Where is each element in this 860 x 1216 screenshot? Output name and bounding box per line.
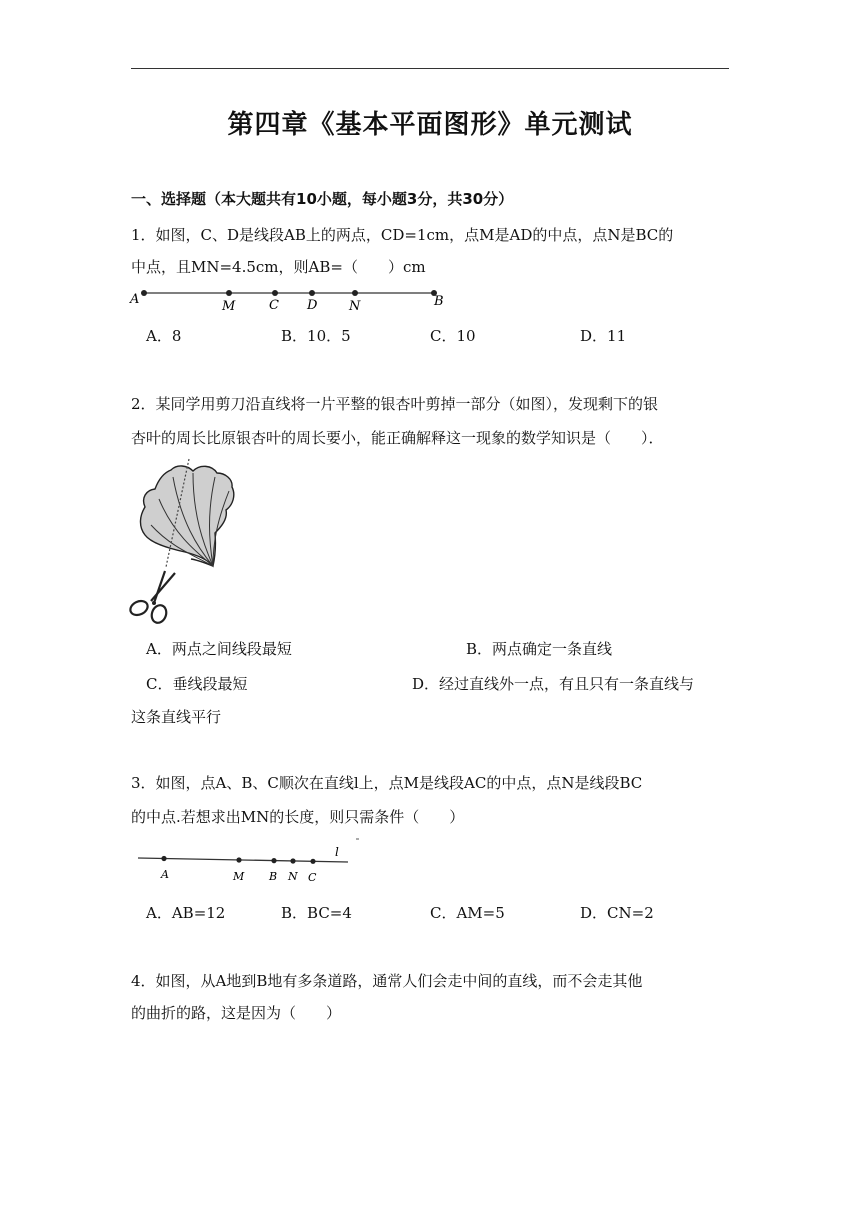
scissors-icon <box>128 571 175 625</box>
section-heading: 一、选择题（本大题共有10小题，每小题3分，共30分） <box>131 190 514 208</box>
q1-label-b: B <box>434 294 444 309</box>
q3-label-b: B <box>269 870 278 883</box>
q3-label-a: A <box>161 868 169 881</box>
q1-point-c <box>272 290 278 296</box>
q1-line-2: 中点，且MN=4.5cm，则AB=（ ）cm <box>131 258 426 276</box>
q3-line-2: 的中点.若想求出MN的长度，则只需条件（ ） <box>131 808 465 826</box>
q1-label-n: N <box>349 299 361 314</box>
q3-label-n: N <box>288 870 298 883</box>
page-title: 第四章《基本平面图形》单元测试 <box>227 110 633 140</box>
q1-point-d <box>309 290 315 296</box>
q1-point-n <box>352 290 358 296</box>
q3-point-a <box>161 856 166 861</box>
q3-label-l: l <box>335 845 339 859</box>
top-rule <box>131 68 729 69</box>
q2-line-2: 杏叶的周长比原银杏叶的周长要小，能正确解释这一现象的数学知识是（ ）． <box>131 429 664 447</box>
q2-line-1: 2．某同学用剪刀沿直线将一片平整的银杏叶剪掉一部分（如图），发现剩下的银 <box>131 395 659 413</box>
ginkgo-scissors-figure <box>125 455 240 630</box>
q1-option-a: A．8 <box>146 327 182 345</box>
q3-line-figure <box>134 835 364 885</box>
q3-option-b: B．BC=4 <box>281 904 352 922</box>
q1-label-m: M <box>222 299 236 314</box>
q1-option-d: D．11 <box>580 327 627 345</box>
q4-line-2: 的曲折的路，这是因为（ ） <box>131 1004 342 1022</box>
q4-line-1: 4．如图，从A地到B地有多条道路，通常人们会走中间的直线，而不会走其他 <box>131 972 643 990</box>
q1-point-m <box>226 290 232 296</box>
q3-straight-line <box>138 858 348 862</box>
q1-option-c: C．10 <box>430 327 476 345</box>
q3-line-1: 3．如图，点A、B、C顺次在直线l上，点M是线段AC的中点，点N是线段BC <box>131 774 643 792</box>
q1-label-d: D <box>307 298 318 313</box>
q2-option-c: C．垂线段最短 <box>146 675 248 693</box>
q2-option-a: A．两点之间线段最短 <box>146 640 292 658</box>
q3-label-c: C <box>308 871 317 884</box>
q3-point-n <box>290 858 295 863</box>
q2-option-b: B．两点确定一条直线 <box>466 640 613 658</box>
q3-option-a: A．AB=12 <box>146 904 226 922</box>
q3-point-b <box>271 858 276 863</box>
q2-option-d-line-1: D．经过直线外一点，有且只有一条直线与 <box>412 675 695 693</box>
q3-option-d: D．CN=2 <box>580 904 654 922</box>
q1-label-c: C <box>269 298 279 313</box>
q1-point-a <box>141 290 147 296</box>
q1-label-a: A <box>130 292 140 307</box>
q3-label-m: M <box>233 870 245 883</box>
q2-option-d-line-2: 这条直线平行 <box>131 708 222 726</box>
q1-line-1: 1．如图，C、D是线段AB上的两点，CD=1cm，点M是AD的中点，点N是BC的 <box>131 226 674 244</box>
q1-option-b: B．10．5 <box>281 327 351 345</box>
q1-segment-figure <box>128 283 458 315</box>
q3-point-c <box>310 859 315 864</box>
q3-option-c: C．AM=5 <box>430 904 505 922</box>
q3-point-m <box>236 857 241 862</box>
ginkgo-leaf-icon <box>140 466 233 566</box>
